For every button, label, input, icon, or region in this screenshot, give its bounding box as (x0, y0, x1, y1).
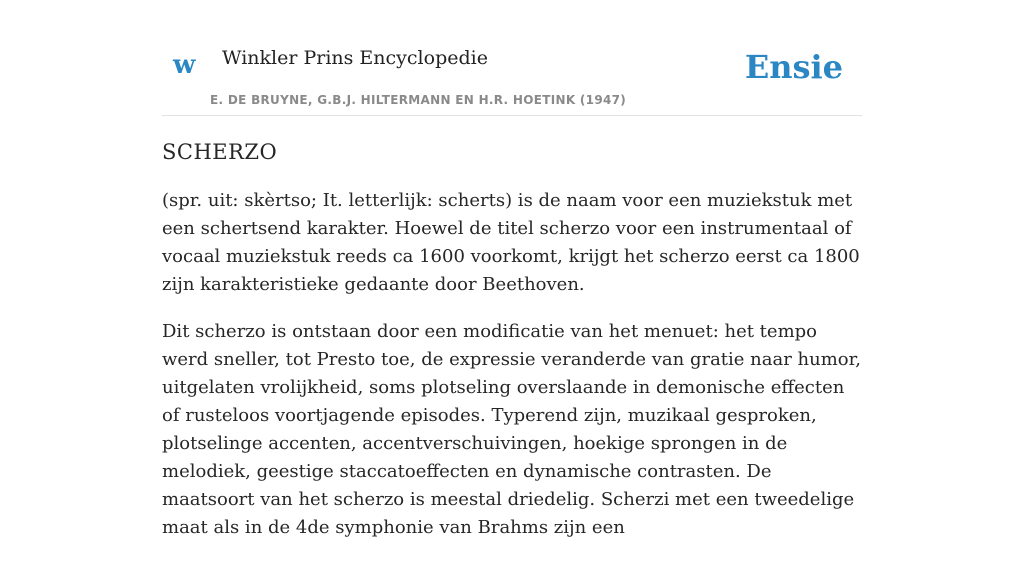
article-paragraph: Dit scherzo is ontstaan door een modificatie van het menuet: het tempo werd sneller, tot Presto toe, de expressie veranderde van gratie naar humor, uitgelaten vrolijkheid, soms plotseling overslaande in demonische effecten of rusteloos voortjagende episodes. Typerend zijn, muzikaal gesproken, plotselinge accenten, accentverschuivingen, hoekige sprongen in de melodiek, geestige staccatoeffecten en dynamische contrasten. De maatsoort van het scherzo is meestal driedelig. Scherzi met een tweedelige maat als in de 4de symphonie van Brahms zijn een (162, 321, 861, 539)
header (162, 40, 862, 116)
ensie-logo[interactable]: Ensie (744, 48, 843, 86)
article (162, 138, 862, 561)
article-paragraph: (spr. uit: skèrtso; It. letterlijk: scherts) is de naam voor een muziekstuk met een schertsend karakter. Hoewel de titel scherzo voor een instrumentaal of vocaal muziekstuk reeds ca 1600 voorkomt, krijgt het scherzo eerst ca 1800 zijn karakteristieke gedaante door Beethoven. (162, 190, 860, 296)
publication-title[interactable]: Winkler Prins Encyclopedie (222, 47, 488, 69)
publication-authors: E. DE BRUYNE, G.B.J. HILTERMANN EN H.R. HOETINK (1947) (210, 93, 627, 107)
logo-w-icon[interactable]: w (173, 50, 196, 80)
article-headword: SCHERZO (162, 140, 278, 164)
